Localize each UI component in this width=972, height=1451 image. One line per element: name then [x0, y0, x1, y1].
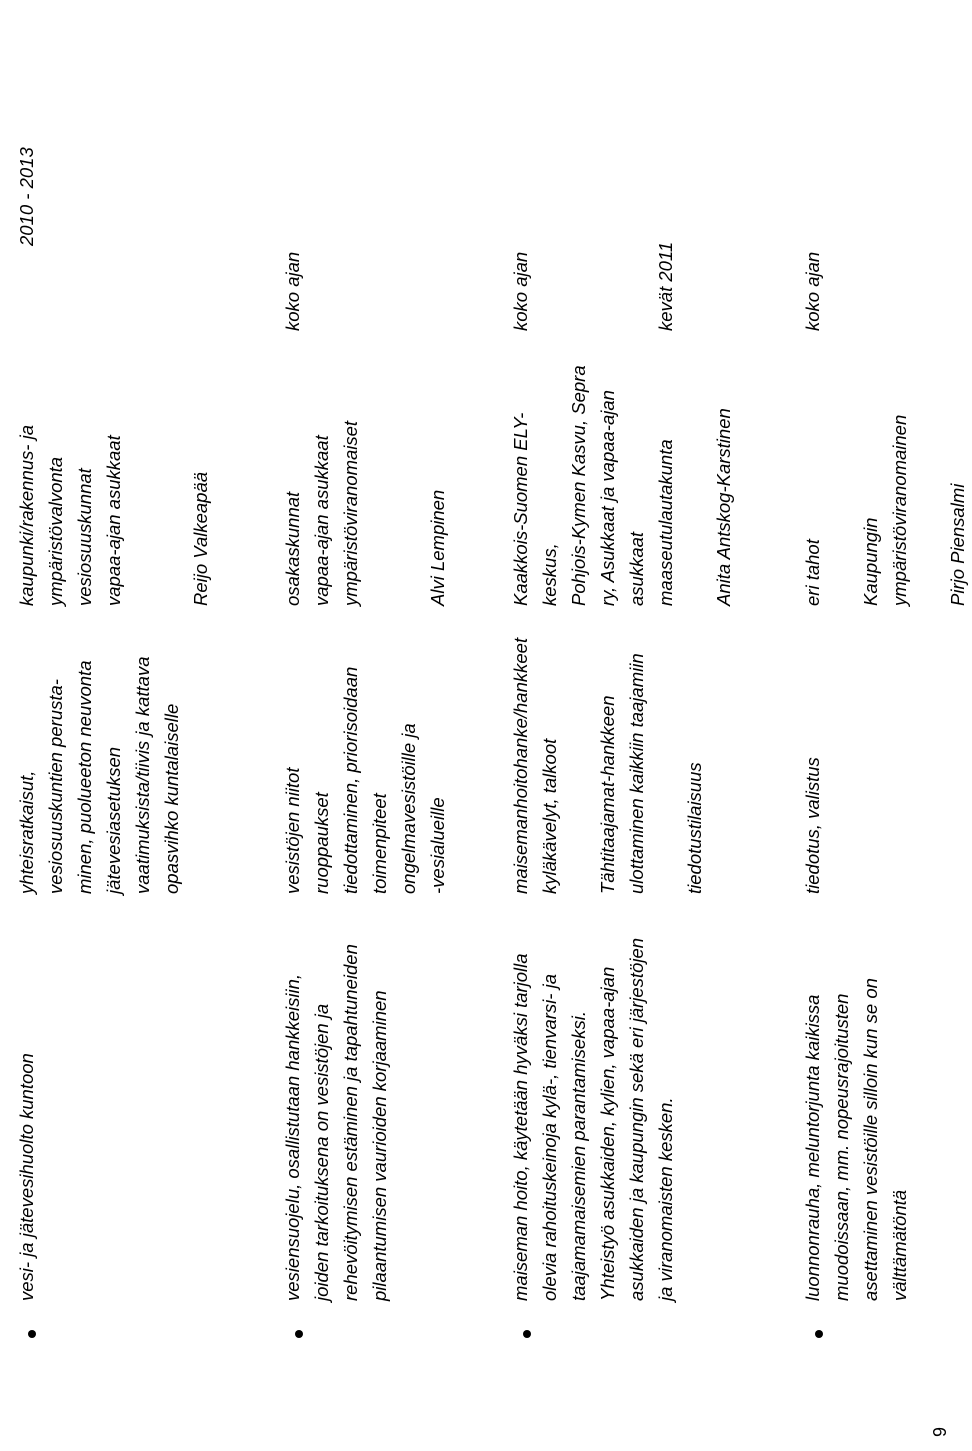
- row-4-actors-line: ympäristöviranomainen: [889, 414, 910, 606]
- row-3-measures-line: tiedotustilaisuus: [684, 762, 705, 894]
- row-4-topic-line: muodoissaan, mm. nopeusrajoitusten: [831, 993, 852, 1301]
- row-3-actors: [506, 365, 738, 606]
- spacer: [622, 242, 651, 331]
- row-2-timing: [278, 252, 307, 331]
- row-3-timing: [506, 242, 680, 331]
- row-2-measures-line: toimenpiteet: [369, 793, 390, 894]
- row-1-measures-line: jätevesiasetuksen: [103, 746, 124, 894]
- row-3-timing-line: kevät 2011: [655, 241, 676, 331]
- row-2-measures-line: ruoppaukset: [311, 792, 332, 894]
- row-3-measures-line: kyläkävelyt, talkoot: [539, 738, 560, 894]
- bullet-row-3: [523, 1330, 531, 1338]
- row-4-topic-line: luonnonrauha, meluntorjunta kaikissa: [802, 994, 823, 1301]
- row-3-topic-line: olevia rahoituskeinoja kylä-, tienvarsi- ja: [539, 974, 560, 1301]
- row-3-measures-line: maisemanhoitohanke/hankkeet: [510, 637, 531, 894]
- row-1-topic-line: vesi- ja jätevesihuolto kuntoon: [16, 1053, 37, 1301]
- spacer: [128, 425, 157, 606]
- row-3-actors-line: Pohjois-Kymen Kasvu, Sepra: [568, 365, 589, 606]
- row-2-topic-line: joiden tarkoituksena on vesistöjen ja: [311, 1003, 332, 1301]
- row-3-topic-line: ja viranomaisten kesken.: [655, 1097, 676, 1301]
- row-1-timing: [12, 147, 41, 246]
- row-2-measures-line: vesistöjen niitot: [282, 767, 303, 894]
- row-1-measures-line: yhteisratkaisut,: [16, 770, 37, 894]
- row-3-actors-line: Anita Antskog-Karstinen: [713, 408, 734, 606]
- row-4-topic-line: välttämätöntä: [889, 1189, 910, 1301]
- row-2-timing-line: koko ajan: [282, 251, 303, 331]
- row-3-actors-line: asukkaat: [626, 531, 647, 606]
- row-4-actors-line: eri tahot: [802, 539, 823, 606]
- row-1-actors-line: Reijo Valkeapää: [190, 471, 211, 606]
- row-2-actors-line: vapaa-ajan asukkaat: [311, 435, 332, 606]
- row-3-actors-line: keskus,: [539, 543, 560, 606]
- row-2-actors-line: Alvi Lempinen: [427, 489, 448, 606]
- row-2-topic-line: vesiensuojelu, osallistutaan hankkeisiin,: [282, 973, 303, 1301]
- row-1-actors-line: ympäristövalvonta: [45, 456, 66, 606]
- row-1-actors-line: vapaa-ajan asukkaat: [103, 435, 124, 606]
- row-4-actors-line: Pirjo Piensalmi: [947, 483, 968, 606]
- row-2-measures: [278, 667, 452, 894]
- row-4-topic-line: asettaminen vesistöille silloin kun se on: [860, 978, 881, 1301]
- row-2-topic-line: pilaantumisen vaurioiden korjaaminen: [369, 990, 390, 1301]
- row-2-actors-line: osakaskunnat: [282, 491, 303, 606]
- spacer: [394, 421, 423, 606]
- row-2-topic-line: rehevöitymisen estäminen ja tapahtuneiden: [340, 944, 361, 1301]
- page-number: 9: [930, 1426, 950, 1437]
- row-2-topic: [278, 944, 394, 1301]
- spacer: [827, 415, 856, 606]
- spacer: [365, 421, 394, 606]
- bullet-row-1: [28, 1330, 36, 1338]
- row-1-actors-line: vesiosuuskunnat: [74, 468, 95, 606]
- row-3-topic-line: Yhteistyö asukkaiden, kylien, vapaa-ajan: [597, 966, 618, 1301]
- row-3-actors-line: Kaakkois-Suomen ELY-: [510, 412, 531, 606]
- spacer: [564, 242, 593, 331]
- row-3-actors-line: ry, Asukkaat ja vapaa-ajan: [597, 390, 618, 606]
- row-1-measures-line: vaatimuksista/tiivis ja kattava: [132, 656, 153, 894]
- spacer: [651, 638, 680, 894]
- row-2-actors: [278, 421, 452, 606]
- row-1-timing-line: 2010 - 2013: [16, 147, 37, 246]
- row-3-topic: [506, 938, 680, 1301]
- row-2-measures-line: tiedottaminen, priorisoidaan: [340, 666, 361, 894]
- row-3-measures-line: ulottaminen kaikkiin taajamiin: [626, 653, 647, 894]
- row-3-actors-line: maaseutulautakunta: [655, 439, 676, 606]
- row-1-actors: [12, 425, 215, 606]
- row-1-measures: [12, 656, 186, 894]
- row-4-measures: [798, 757, 827, 894]
- row-3-timing-line: koko ajan: [510, 251, 531, 331]
- row-4-actors-line: Kaupungin: [860, 517, 881, 606]
- row-1-actors-line: kaupunki/rakennus- ja: [16, 425, 37, 606]
- spacer: [680, 365, 709, 606]
- row-2-measures-line: -vesialueille: [427, 797, 448, 894]
- row-3-topic-line: taajamamaisemien parantamiseksi.: [568, 1011, 589, 1301]
- row-1-measures-line: vesiosuuskuntien perusta-: [45, 679, 66, 894]
- row-1-measures-line: minen, puolueeton neuvonta: [74, 660, 95, 894]
- row-3-measures-line: Tähtitaajamat-hankkeen: [597, 695, 618, 894]
- spacer: [157, 425, 186, 606]
- row-1-topic: [12, 1053, 41, 1301]
- bullet-row-4: [815, 1330, 823, 1338]
- row-2-actors-line: ympäristöviranomaiset: [340, 420, 361, 606]
- row-4-timing-line: koko ajan: [802, 251, 823, 331]
- row-3-topic-line: maiseman hoito, käytetään hyväksi tarjolla: [510, 953, 531, 1301]
- row-4-actors: [798, 415, 972, 606]
- row-4-measures-line: tiedotus, valistus: [802, 757, 823, 894]
- spacer: [564, 638, 593, 894]
- bullet-row-2: [295, 1330, 303, 1338]
- spacer: [593, 242, 622, 331]
- row-3-measures: [506, 638, 709, 894]
- row-3-topic-line: asukkaiden ja kaupungin sekä eri järjestöjen: [626, 937, 647, 1301]
- row-4-topic: [798, 978, 914, 1301]
- row-2-measures-line: ongelmavesistöille ja: [398, 723, 419, 894]
- spacer: [535, 242, 564, 331]
- spacer: [914, 415, 943, 606]
- row-4-timing: [798, 252, 827, 331]
- row-1-measures-line: opasvihko kuntalaiselle: [161, 703, 182, 894]
